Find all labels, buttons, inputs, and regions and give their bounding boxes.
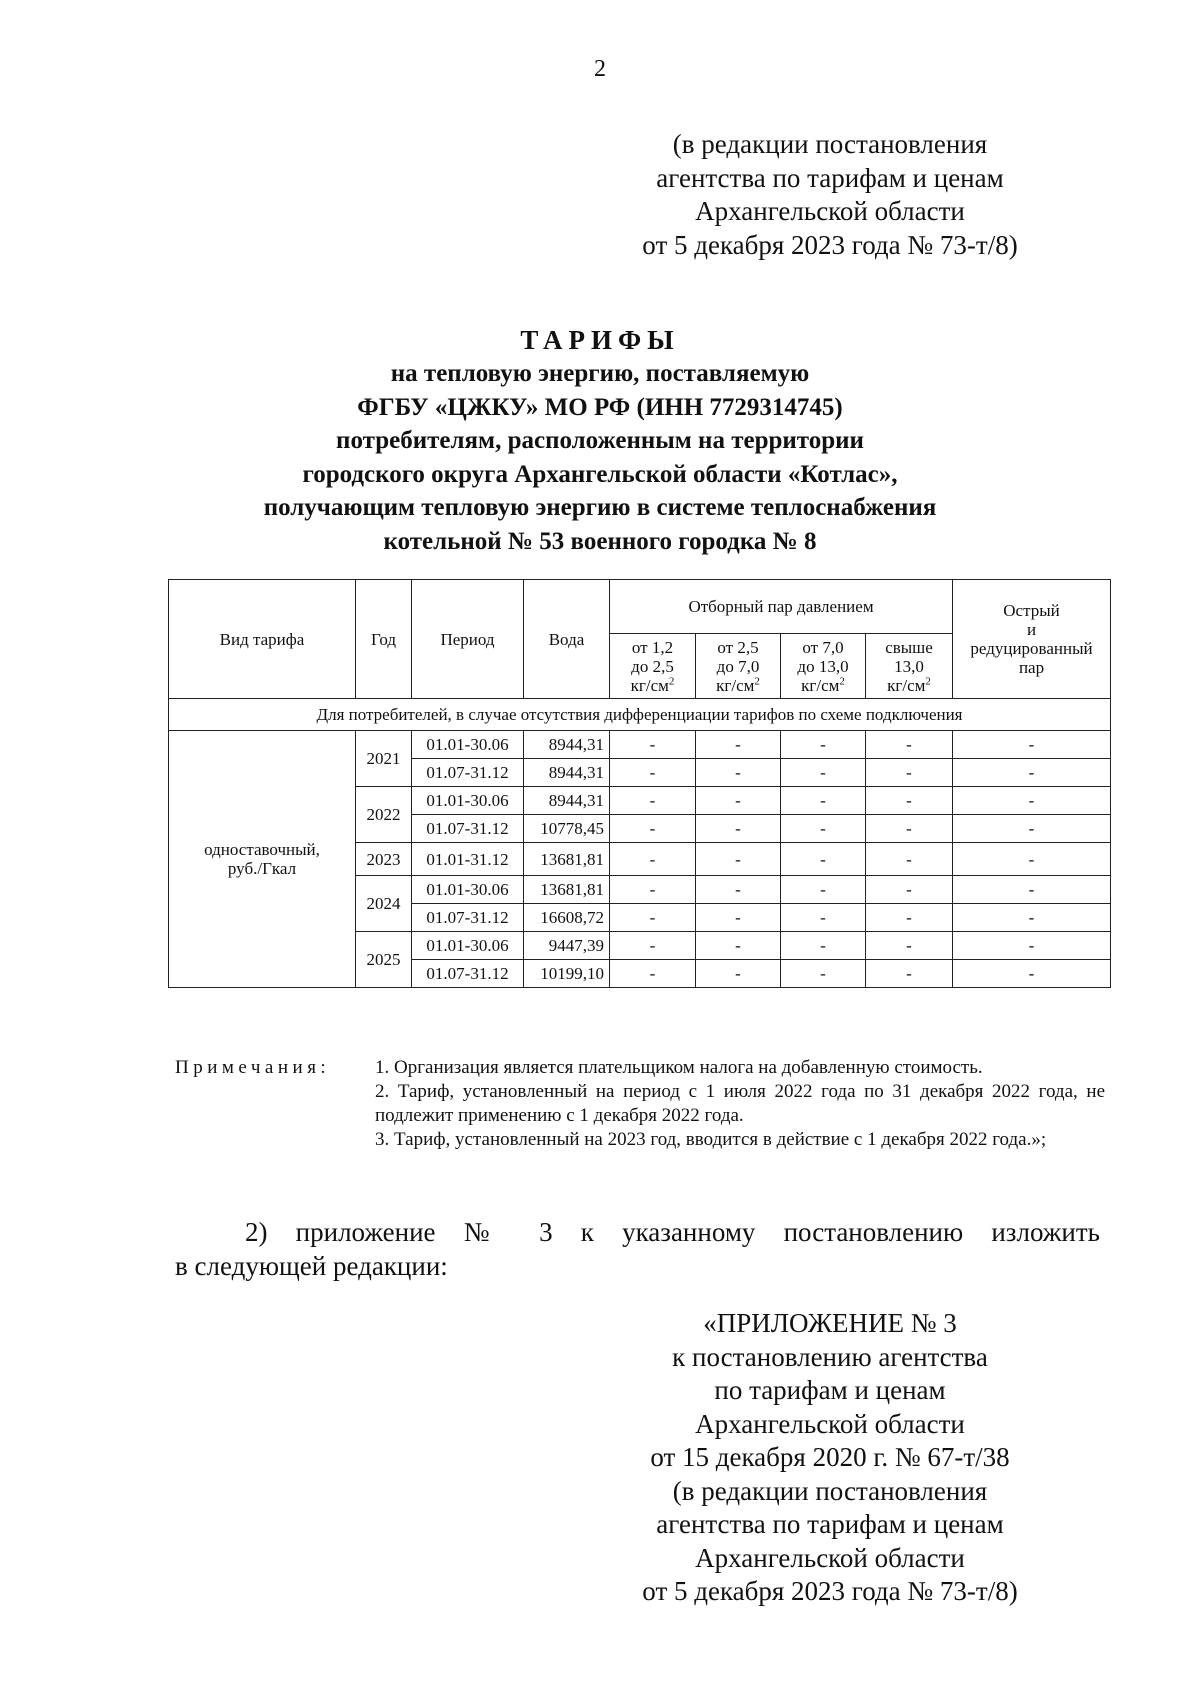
header-steam-2: от 2,5 до 7,0 $кг/см^2$: [696, 634, 781, 699]
header-sharp-line: Острый: [1003, 601, 1060, 620]
dash-cell: -: [610, 759, 696, 787]
tariff-table: [168, 579, 1111, 988]
edit-note-line: от 5 декабря 2023 года № 73-т/8): [642, 229, 1018, 260]
tariff-name: одноставочный, руб./Гкал: [169, 731, 356, 988]
edit-note-line: агентства по тарифам и ценам: [656, 162, 1004, 193]
dash-cell: -: [696, 759, 781, 787]
header-tariff-type: Вид тарифа: [169, 580, 356, 699]
table-header-row: [169, 580, 1111, 634]
period-cell: 01.01-31.12: [412, 843, 524, 876]
title-line: ФГБУ «ЦЖКУ» МО РФ (ИНН 7729314745): [357, 393, 843, 421]
appendix-line: по тарифам и ценам: [714, 1375, 946, 1405]
water-cell: 10199,10: [524, 960, 610, 988]
period-cell: 01.07-31.12: [412, 759, 524, 787]
dash-cell: -: [781, 932, 866, 960]
dash-cell: -: [781, 843, 866, 876]
period-cell: 01.07-31.12: [412, 960, 524, 988]
dash-cell: -: [781, 759, 866, 787]
dash-cell: -: [781, 731, 866, 759]
dash-cell: -: [953, 960, 1111, 988]
dash-cell: -: [953, 731, 1111, 759]
dash-cell: -: [866, 843, 953, 876]
header-steam-1: от 1,2 до 2,5 $кг/см^2$: [610, 634, 696, 699]
note-item: 3. Тариф, установленный на 2023 год, вводится в действие с 1 декабря 2022 года.»;: [375, 1129, 1047, 1150]
water-cell: 13681,81: [524, 843, 610, 876]
header-water: Вода: [524, 580, 610, 699]
notes-label: Примечания:: [175, 1057, 331, 1078]
header-period: Период: [412, 580, 524, 699]
notes-list: [375, 1056, 1105, 1152]
dash-cell: -: [696, 787, 781, 815]
dash-cell: -: [866, 731, 953, 759]
water-cell: 9447,39: [524, 932, 610, 960]
dash-cell: -: [953, 843, 1111, 876]
period-cell: 01.01-30.06: [412, 787, 524, 815]
dash-cell: -: [610, 960, 696, 988]
dash-cell: -: [610, 932, 696, 960]
appendix-header: [560, 1307, 1100, 1609]
edit-note-line: Архангельской области: [695, 196, 965, 226]
header-steam-4: свыше 13,0 $кг/см^2$: [866, 634, 953, 699]
page-number: 2: [594, 56, 606, 82]
dash-cell: -: [781, 876, 866, 904]
dash-cell: -: [696, 932, 781, 960]
appendix-line: «ПРИЛОЖЕНИЕ № 3: [703, 1308, 957, 1338]
note-item: 1. Организация является плательщиком налога на добавленную стоимость.: [375, 1057, 983, 1078]
appendix-line: Архангельской области: [695, 1542, 965, 1573]
note-item: 2. Тариф, установленный на период с 1 июля 2022 года по 31 декабря 2022 года, не подлежит применению с 1 декабря 2022 года.: [375, 1081, 1105, 1126]
header-steam-3: от 7,0 до 13,0 $кг/см^2$: [781, 634, 866, 699]
water-cell: 8944,31: [524, 787, 610, 815]
water-cell: 8944,31: [524, 759, 610, 787]
header-sharp-line: редуцированный: [970, 639, 1093, 658]
period-cell: 01.01-30.06: [412, 876, 524, 904]
dash-cell: -: [610, 787, 696, 815]
appendix-line: агентства по тарифам и ценам: [656, 1509, 1004, 1539]
dash-cell: -: [866, 759, 953, 787]
year-cell: 2024: [356, 876, 412, 932]
edit-note-line: (в редакции постановления: [672, 129, 988, 159]
document-title: [0, 323, 1200, 558]
dash-cell: -: [866, 815, 953, 843]
dash-cell: -: [696, 843, 781, 876]
year-cell: 2021: [356, 731, 412, 787]
dash-cell: -: [866, 876, 953, 904]
dash-cell: -: [953, 932, 1111, 960]
dash-cell: -: [610, 843, 696, 876]
dash-cell: -: [610, 731, 696, 759]
dash-cell: -: [696, 815, 781, 843]
dash-cell: -: [696, 904, 781, 932]
dash-cell: -: [866, 904, 953, 932]
water-cell: 10778,45: [524, 815, 610, 843]
dash-cell: -: [781, 787, 866, 815]
dash-cell: -: [953, 876, 1111, 904]
dash-cell: -: [781, 815, 866, 843]
dash-cell: -: [953, 904, 1111, 932]
dash-cell: -: [610, 876, 696, 904]
table-section-row: [169, 699, 1111, 731]
dash-cell: -: [866, 932, 953, 960]
water-cell: 16608,72: [524, 904, 610, 932]
title-line: городского округа Архангельской области «Котлас»,: [302, 460, 898, 488]
dash-cell: -: [953, 787, 1111, 815]
title-line: на тепловую энергию, поставляемую: [390, 360, 810, 387]
dash-cell: -: [696, 960, 781, 988]
appendix-line: к постановлению агентства: [672, 1341, 988, 1372]
dash-cell: -: [610, 815, 696, 843]
amendment-paragraph: [175, 1215, 1100, 1283]
dash-cell: -: [781, 960, 866, 988]
appendix-line: от 5 декабря 2023 года № 73-т/8): [642, 1576, 1018, 1606]
title-line: получающим тепловую энергию в системе теплоснабжения: [263, 494, 937, 521]
appendix-line: (в редакции постановления: [672, 1475, 988, 1506]
appendix-line: Архангельской области: [695, 1408, 965, 1439]
dash-cell: -: [866, 960, 953, 988]
water-cell: 13681,81: [524, 876, 610, 904]
header-sharp-line: и: [1026, 620, 1037, 639]
header-sharp-line: пар: [1018, 658, 1045, 677]
title-line: котельной № 53 военного городка № 8: [383, 527, 817, 555]
dash-cell: -: [610, 904, 696, 932]
header-steam-group: Отборный пар давлением: [610, 580, 953, 634]
water-cell: 8944,31: [524, 731, 610, 759]
year-cell: 2025: [356, 932, 412, 988]
dash-cell: -: [696, 876, 781, 904]
paragraph-line: 2) приложение № 3 к указанному постановлению изложить: [245, 1217, 1100, 1247]
header-year: Год: [356, 580, 412, 699]
paragraph-line: в следующей редакции:: [175, 1251, 448, 1281]
dash-cell: -: [953, 759, 1111, 787]
year-cell: 2023: [356, 843, 412, 876]
year-cell: 2022: [356, 787, 412, 843]
header-sharp-steam: [953, 580, 1111, 699]
dash-cell: -: [696, 731, 781, 759]
dash-cell: -: [866, 787, 953, 815]
period-cell: 01.07-31.12: [412, 815, 524, 843]
dash-cell: -: [953, 815, 1111, 843]
table-row: [169, 731, 1111, 759]
appendix-line: от 15 декабря 2020 г. № 67-т/38: [650, 1442, 1010, 1472]
section-label: Для потребителей, в случае отсутствия дифференциации тарифов по схеме подключения: [169, 699, 1111, 731]
period-cell: 01.01-30.06: [412, 731, 524, 759]
period-cell: 01.01-30.06: [412, 932, 524, 960]
edit-note-top: [560, 128, 1100, 262]
period-cell: 01.07-31.12: [412, 904, 524, 932]
dash-cell: -: [781, 904, 866, 932]
title-line: потребителям, расположенным на территории: [336, 427, 864, 454]
title-main: ТАРИФЫ: [520, 325, 680, 355]
